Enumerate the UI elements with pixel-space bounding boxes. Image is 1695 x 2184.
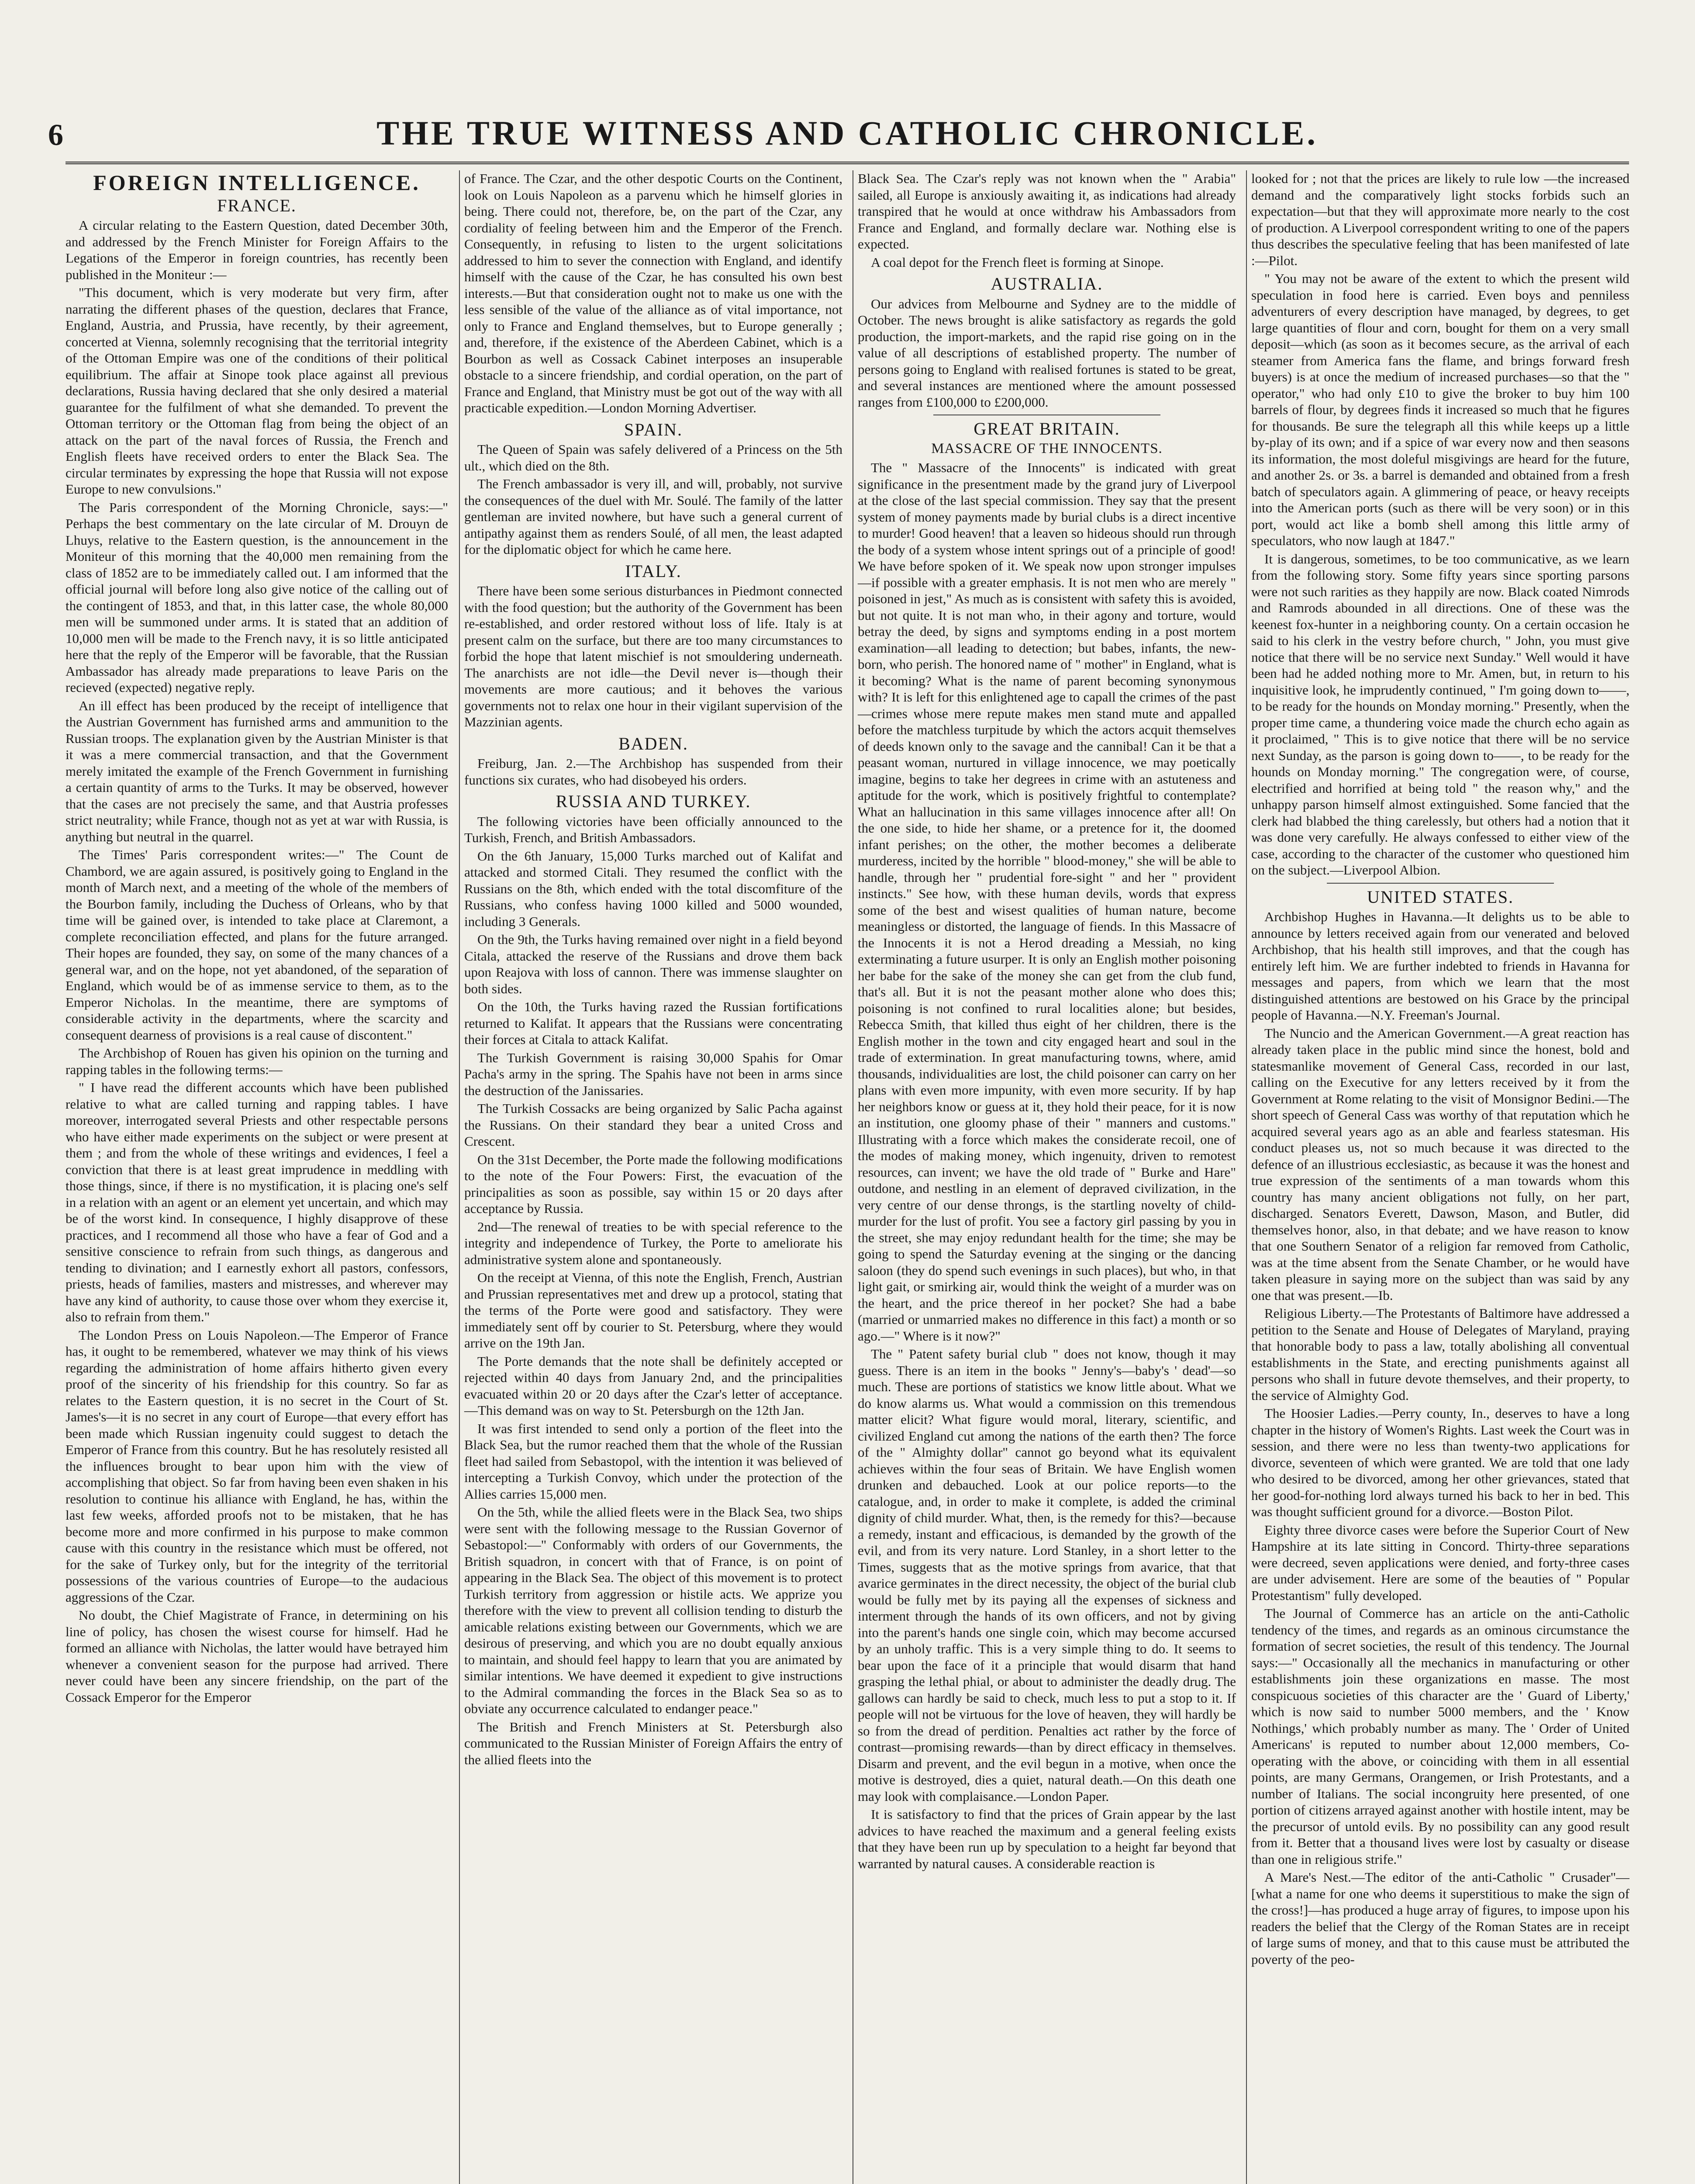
paragraph: The Journal of Commerce has an article on the anti-Catholic tendency of the times, and regards as an ominous circumstance the formation of secret societies, the result of this tendency. The Journal says:—" Occasionally all the mechanics in manufacturing or other establishments join these organizations en masse. The most conspicuous societies of this character are the ' Guard of Liberty,' which is now said to number 5000 members, and the ' Know Nothings,' which probably number as many. The ' Order of United Americans' is reputed to number about 12,000 members, Co-operating with the above, or coinciding with them in all essential points, are many Germans, Orangemen, or Irish Protestants, and a number of Italians. The social incongruity here presented, of one portion of citizens arrayed against another with hostile intent, may be the precursor of untold evils. By no possibility can any good result from it. Better that a thousand lives were lost by casualty or disease than one in religious strife." xyxy=(1251,1606,1629,1867)
paragraph: No doubt, the Chief Magistrate of France, in determining on his line of policy, has chosen the wisest course for himself. Had he formed an alliance with Nicholas, the latter would have betrayed him whenever a convenient season for the purpose had arrived. There never could have been any sincere friendship, on the part of the Cossack Emperor for the Emperor xyxy=(66,1607,448,1705)
paragraph: An ill effect has been produced by the receipt of intelligence that the Austrian Government has furnished arms and ammunition to the Russian troops. The explanation given by the Austrian Minister is that it was a mere commercial transaction, and that the Government merely imitated the example of the French Government in furnishing a certain quantity of arms to the Turks. It may be observed, however that the cases are not precisely the same, and that Austria professes strict neutrality; while France, though not as yet at war with Russia, is anything but neutral in the quarrel. xyxy=(66,698,448,844)
article-columns xyxy=(66,170,1629,2184)
paragraph: On the 10th, the Turks having razed the Russian fortifications returned to Kalifat. It appears that the Russians were concentrating their forces at Citala to attack Kalifat. xyxy=(464,999,842,1047)
paragraph: On the 31st December, the Porte made the following modifications to the note of the Four Powers: First, the evacuation of the principalities as soon as possible, say within 15 or 20 days after acceptance by Russia. xyxy=(464,1151,842,1216)
paragraph: Black Sea. The Czar's reply was not known when the " Arabia" sailed, all Europe is anxiously awaiting it, as indications had already transpired that he would at once withdraw his Ambassadors from France and England, and formally declare war. Nothing else is expected. xyxy=(858,171,1236,252)
newspaper-page xyxy=(48,114,1629,2184)
paragraph: Religious Liberty.—The Protestants of Baltimore have addressed a petition to the Senate and House of Delegates of Maryland, praying that honorable body to pass a law, totally abolishing all conventual establishments in the State, and erecting punishments against all persons who shall in future devote themselves, and their property, to the service of Almighty God. xyxy=(1251,1306,1629,1403)
paragraph: The Turkish Cossacks are being organized by Salic Pacha against the Russians. On their standard they bear a united Cross and Crescent. xyxy=(464,1101,842,1149)
paragraph: On the 5th, while the allied fleets were in the Black Sea, two ships were sent with the following message to the Russian Governor of Sebastopol:—" Conformably with orders of our Governments, the British squadron, in concert with that of France, is on point of appearing in the Black Sea. The object of this movement is to protect Turkish territory from aggression or histile acts. We apprize you therefore with the view to prevent all collision tending to disturb the amicable relations existing between our Governments, which we are desirous of preserving, and which you are no doubt equally anxious to maintain, and should feel happy to learn that you are animated by similar intentions. We have deemed it expedient to give instructions to the Admiral commanding the forces in the Black Sea so as to obviate any occurrence calculated to endanger peace." xyxy=(464,1504,842,1716)
italy-heading: ITALY. xyxy=(625,561,682,581)
paragraph: "This document, which is very moderate but very firm, after narrating the different phases of the question, declares that France, England, Austria, and Prussia, have recently, by their agreement, concerted at Vienna, solemnly recognising that the territorial integrity of the Ottoman Empire was one of the conditions of their political equilibrium. The affair at Sinope took place against all previous declarations, Russia having declared that she only desired a material guarantee for the fulfilment of what she demanded. To prevent the Ottoman territory or the Ottoman flag from being the object of an attack on the part of the naval forces of Russia, the French and English fleets have received orders to enter the Black Sea. The circular terminates by expressing the hope that Russia will not expose Europe to new convulsions." xyxy=(66,285,448,497)
masthead xyxy=(48,109,1629,164)
paragraph: of France. The Czar, and the other despotic Courts on the Continent, look on Louis Napoleon as a parvenu which he himself glories in being. There could not, therefore, be, on the part of the Czar, any cordiality of feeling between him and the Emperor of the French. Consequently, in refusing to listen to the urgent solicitations addressed to him to sever the connection with England, and identify himself with the cause of the Czar, he has consulted his own best interests.—But that consideration ought not to make us one with the less sensible of the value of the alliance as of vital importance, not only to France and England themselves, but to Europe generally ; and, therefore, if the existence of the Aberdeen Cabinet, which is a Bourbon as well as Cossack Cabinet interposes an insuperable obstacle to a sincere friendship, and cordial operation, on the part of France and England, that Ministry must be got out of the way with all practicable expedition.—London Morning Advertiser. xyxy=(464,171,842,415)
paragraph: On the receipt at Vienna, of this note the English, French, Austrian and Prussian representatives met and drew up a protocol, stating that the terms of the Porte were good and satisfactory. They were immediately sent off by courier to St. Petersburg, where they would arrive on the 19th Jan. xyxy=(464,1270,842,1351)
paragraph: The " Patent safety burial club " does not know, though it may guess. There is an item in the books " Jenny's—baby's ' dead'—so much. These are portions of statistics we know little about. What we do know alarms us. What would a commission on this tremendous matter elicit? What figure would moral, literary, scientific, and civilized England cut among the nations of the earth then? The force of the " Almighty dollar" cannot go beyond what its equivalent achieves within the four seas of Britain. We have English women drunken and debauched. Look at our police reports—to the catalogue, and, in order to make it complete, is added the criminal dignity of child murder. What, then, is the remedy for this?—because a remedy, instant and efficacious, is demanded by the growth of the evil, and from its very nature. Lord Stanley, in a short letter to the Times, suggests that as the motive springs from avarice, that that avarice germinates in the direct necessity, the object of the burial club would be fully met by its paying all the expenses of sickness and interment through the hands of its own officers, and not by giving into the parent's hands one single coin, which may become accursed by an unholy traffic. This is a very simple thing to do. It seems to bear upon the face of it a principle that would disarm that hand grasping the lethal phial, or about to administer the deadly drug. The gallows can hardly be said to check, much less to put a stop to it. If people will not be virtuous for the love of heaven, they will hardly be so from the dread of perdition. Penalties act rather by the force of contrast—promising rewards—than by direct efficacy in themselves. Disarm and prevent, and the evil begun in a motive, when once the motive is destroyed, dies a quiet, natural death.—On this death one may look with complaisance.—London Paper. xyxy=(858,1346,1236,1804)
paragraph: A circular relating to the Eastern Question, dated December 30th, and addressed by the French Minister for Foreign Affairs to the Legations of the Emperor in foreign countries, has recently been published in the Moniteur :— xyxy=(66,218,448,282)
newspaper-title: THE TRUE WITNESS AND CATHOLIC CHRONICLE. xyxy=(376,114,1318,152)
page-number: 6 xyxy=(48,118,63,152)
paragraph: The French ambassador is very ill, and will, probably, not survive the consequences of the duel with Mr. Soulé. The family of the latter gentleman are invited nowhere, but have such a general current of antipathy against them as renders Soulé, of all men, the least adapted for the diplomatic object for which he came here. xyxy=(464,476,842,557)
foreign-intelligence-heading: FOREIGN INTELLIGENCE. xyxy=(93,170,421,195)
paragraph: It is dangerous, sometimes, to be too communicative, as we learn from the following story. Some fifty years since sporting parsons were not such rarities as they happily are now. Black coated Nimrods and Ramrods abounded in all directions. One of these was the keenest fox-hunter in a neighboring county. On a certain occasion he said to his clerk in the vestry before church, " John, you must give notice that there will be no service next Sunday." Well would it have been had he added nothing more to Mr. Amen, but, in return to his inquisitive look, he imprudently continued, " I'm going down to——, to be ready for the hounds on Monday morning." Presently, when the proper time came, a thundering voice made the church echo again as it proclaimed, " This is to give notice that there will be no service next Sunday, as the parson is going down to——, to be ready for the hounds on Monday morning." The congregation were, of course, electrified and horrified at being told " the reason why," and the unhappy parson himself almost extinguished. Some fancied that the clerk had blabbed the thing carelessly, but others had a notion that it was done very carefully. He always confessed to either view of the case, according to the character of the customer who questioned him on the subject.—Liverpool Albion. xyxy=(1251,551,1629,878)
paragraph: " You may not be aware of the extent to which the present wild speculation in food here is carried. Even boys and penniless adventurers of every description have managed, by degrees, to get large quantities of flour and corn, bought for them on a very small deposit—which (as soon as it becomes secure, as the arrival of each steamer from America fans the flame, and brings forward fresh buyers) is at once the medium of increased purchases—so that the " operator," who had only £10 to give the broker to buy him 100 barrels of flour, by degrees finds it increased so much that he figures for thousands. Be sure the telegraph all this while keeps up a little by-play of its own; and if a spice of war every now and then seasons its information, the most doleful misgivings are heard for the future, and another 2s. or 3s. a barrel is demanded and obtained from a fresh batch of speculators again. A glimmering of peace, or heavy receipts into the American ports (such as there will be very soon) or in this port, would act like a bomb shell among this little army of speculators, who now laugh at 1847." xyxy=(1251,271,1629,548)
column-3 xyxy=(853,170,1236,2184)
paragraph: The British and French Ministers at St. Petersburgh also communicated to the Russian Minister of Foreign Affairs the entry of the allied fleets into the xyxy=(464,1719,842,1767)
france-heading: FRANCE. xyxy=(217,195,297,215)
baden-heading: BADEN. xyxy=(618,733,688,753)
paragraph: A Mare's Nest.—The editor of the anti-Catholic " Crusader"—[what a name for one who deems it superstitious to make the sign of the cross!]—has produced a huge array of figures, to impose upon his readers the belief that the Clergy of the Roman States are in receipt of large sums of money, and that to this cause must be attributed the poverty of the peo- xyxy=(1251,1870,1629,1967)
paragraph: looked for ; not that the prices are likely to rule low —the increased demand and the comparatively light stocks forbids such an expectation—but that they will approximate more nearly to the cost of production. A Liverpool correspondent writing to one of the papers thus describes the speculative feeling that has been manifested of late :—Pilot. xyxy=(1251,171,1629,268)
paragraph: The Hoosier Ladies.—Perry county, In., deserves to have a long chapter in the history of Women's Rights. Last week the Court was in session, and there were no less than twenty-two applications for divorce, seventeen of which were granted. We are told that one lady who desired to be divorced, among her other grievances, stated that her good-for-nothing lord always turned his back to her in bed. This was thought sufficient ground for a divorce.—Boston Pilot. xyxy=(1251,1406,1629,1519)
paragraph: Eighty three divorce cases were before the Superior Court of New Hampshire at its late sitting in Concord. Thirty-three separations were decreed, seven applications were denied, and forty-three cases are under advisement. Here are some of the beauties of " Popular Protestantism" fully developed. xyxy=(1251,1522,1629,1603)
paragraph: The London Press on Louis Napoleon.—The Emperor of France has, it ought to be remembered, whatever we may think of his views regarding the administration of home affairs hitherto given every proof of the sincerity of his friendship for this country. So far as relates to the Eastern question, it is no secret in the Court of St. James's—it is no secret in any court of Europe—that every effort has been made which Russian ingenuity could suggest to detach the Emperor of France from this country. But he has resolutely resisted all the influences brought to bear upon him with the view of accomplishing that object. So far from having been even shaken in his resolution to continue his alliance with England, he has, within the last few weeks, afforded proofs not to be mistaken, that he has become more and more confirmed in his purpose to make common cause with this country in the resistance which must be offered, not for the sake of Turkey only, but for the integrity of the territorial possessions of the various countries of Europe—to the audacious aggressions of the Czar. xyxy=(66,1327,448,1605)
paragraph: The " Massacre of the Innocents" is indicated with great significance in the presentment made by the grand jury of Liverpool at the close of the last special commission. They say that the present system of money payments made by burial clubs is a direct incentive to murder! Good heaven! that a leaven so hideous should run through the body of a system whose intent springs out of a principle of good! We have before spoken of it. We speak now upon stronger impulses—if possible with a greater emphasis. It is not men who are merely " poisoned in jest," As much as is consistent with safety this is avoided, but not quite. It is not man who, in their agony and torture, would betray the deed, by signs and symptoms ending in a post mortem examination—all leading to detection; but babes, infants, the new-born, who perish. The honored name of " mother" in England, what is it becoming? What is the name of parent becoming synonymous with? It is left for this enlightened age to capall the crimes of the past—crimes whose mere repute makes men stand mute and appalled before the matchless turpitude by which the actors acquit themselves of deeds known only to the savage and the cannibal! Can it be that a peasant woman, nurtured in village innocence, we may poetically imagine, begins to take her degrees in crime with an astuteness and aptitude for the work, which is positively frightful to contemplate? What an hallucination in this same villages innocence after all! On the one side, to hide her shame, or a pretence for it, the doomed infant perishes; on the other, the mother becomes a deliberate murderess, incited by the horrible " blood-money," she will be able to handle, through her " prudential fore-sight " and her " provident instincts." See how, with these human devils, words that express some of the best and wisest qualities of human nature, become meaningless or distorted, the language of fiends. In this Massacre of the Innocents it is not a Herod dreading a Messiah, no king exterminating a future usurper. It is only an English mother poisoning her babe for the sake of the money she can get from the club fund, that's all. But it is not the peasant mother alone who does this; poisoning is not confined to rural localities alone; but besides, Rebecca Smith, that killed thus eight of her children, there is the English mother in the town and city engaged heart and soul in the trade of extermination. In great manufacturing towns, where, amid thousands, individualities are lost, the child poisoner can carry on her plans with even more impunity, with even more security. If by hap her neighbors know or guess at it, they hold their peace, for it is now an institution, one gloomy phase of their " manners and customs." Illustrating with a force which makes the considerate recoil, one of the modes of making money, which ingenuity, driven to remotest resources, can invent; we have the old trade of " Burke and Hare" outdone, and nestling in an element of depraved civilization, in the very centre of our dense throngs, is the startling novelty of child-murder for the lust of profit. You see a factory girl passing by you in the street, she may enjoy redundant health for the time; she may be going to spend the Saturday evening at the singing or the dancing saloon (they do spend such evenings in such places), but who, in that light gait, or smirking air, would think the weight of a murder was on the heart, and the price thereof in her pocket? She had a babe (married or unmarried makes no difference in this fact) a month or so ago.—" Where is it now?" xyxy=(858,460,1236,1344)
paragraph: The Queen of Spain was safely delivered of a Princess on the 5th ult., which died on the 8th. xyxy=(464,442,842,473)
paragraph: Our advices from Melbourne and Sydney are to the middle of October. The news brought is alike satisfactory as regards the gold production, the import-markets, and the rapid rise going on in the value of all descriptions of established property. The number of persons going to England with realised fortunes is stated to be great, and several instances are mentioned where the amount possessed ranges from £100,000 to £200,000. xyxy=(858,296,1236,410)
paragraph: There have been some serious disturbances in Piedmont connected with the food question; but the authority of the Government has been re-established, and order restored without loss of life. Italy is at present calm on the surface, but there are too many circumstances to forbid the hope that latent mischief is not smouldering underneath. The anarchists are not idle—the Devil never is—though their movements are more cautious; and it behoves the various governments not to relax one hour in their vigilant supervision of the Mazzinian agents. xyxy=(464,583,842,729)
paragraph: On the 6th January, 15,000 Turks marched out of Kalifat and attacked and stormed Citali. They resumed the conflict with the Russians on the 8th, which ended with the total discomfiture of the Russians, who confess having 1000 killed and 5000 wounded, including 3 Generals. xyxy=(464,848,842,929)
massacre-subheading: MASSACRE OF THE INNOCENTS. xyxy=(931,440,1163,456)
paragraph: " I have read the different accounts which have been published relative to what are called turning and rapping tables. I have moreover, interrogated several Priests and other respectable persons who have either made experiments on the subject or were present at them ; and from the whole of these writings and evidences, I feel a conviction that there is at least great imprudence in meddling with those things, since, if there is no mystification, it is placing one's self in a relation with an agent or an element yet uncertain, and which may be of the worst kind. In consequence, I highly disapprove of these practices, and I recommend all those who have a fear of God and a sensitive conscience to refrain from such things, as dangerous and tending to divination; and I earnestly exhort all pastors, confessors, priests, heads of families, masters and mistresses, and wherever may have any kind of authority, to cause those over whom they exercise it, also to refrain from them." xyxy=(66,1080,448,1324)
great-britain-heading: GREAT BRITAIN. xyxy=(974,419,1120,439)
paragraph: The Nuncio and the American Government.—A great reaction has already taken place in the public mind since the honest, bold and statesmanlike movement of General Cass, recorded in our last, calling on the Executive for any letters received by it from the Government at Rome relating to the visit of Monsignor Bedini.—The short speech of General Cass was worthy of that reputation which he acquired several years ago as an able and fearless statesman. His conduct pleases us, not so much because it was directed to the defence of an illustrious ecclesiastic, as because it was the honest and true expression of the sentiments of a man towards whom this country has many ancient obligations not fully, on her part, discharged. Senators Everett, Dawson, Mason, and Butler, did themselves honor, also, in that debate; and we have reason to know that one Southern Senator of a religion far removed from Catholic, was at the time absent from the Senate Chamber, or he would have taken pleasure in saying more on the subject than was said by any one that was present.—Ib. xyxy=(1251,1025,1629,1303)
paragraph: Freiburg, Jan. 2.—The Archbishop has suspended from their functions six curates, who had disobeyed his orders. xyxy=(464,756,842,788)
paragraph: The Turkish Government is raising 30,000 Spahis for Omar Pacha's army in the spring. The Spahis have not been in arms since the destruction of the Janissaries. xyxy=(464,1050,842,1098)
paragraph: Archbishop Hughes in Havanna.—It delights us to be able to announce by letters received again from our venerated and beloved Archbishop, that his health still improves, and that the cough has entirely left him. We are further indebted to friends in Havanna for messages and papers, from which we learn that the most distinguished attentions are bestowed on his Grace by the principal people of Havanna.—N.Y. Freeman's Journal. xyxy=(1251,909,1629,1023)
paragraph: The Archbishop of Rouen has given his opinion on the turning and rapping tables in the following terms:— xyxy=(66,1045,448,1077)
spain-heading: SPAIN. xyxy=(624,419,683,439)
russia-turkey-heading: RUSSIA AND TURKEY. xyxy=(556,791,751,811)
paragraph: A coal depot for the French fleet is forming at Sinope. xyxy=(871,254,1164,270)
column-1 xyxy=(66,170,448,2184)
column-2 xyxy=(459,170,842,2184)
paragraph: On the 9th, the Turks having remained over night in a field beyond Citala, attacked the reserve of the Russians and drove them back upon Reajova with loss of cannon. There was immense slaughter on both sides. xyxy=(464,932,842,996)
paragraph: 2nd—The renewal of treaties to be with special reference to the integrity and independence of Turkey, the Porte to ameliorate his administrative system alone and spontaneously. xyxy=(464,1219,842,1267)
column-4 xyxy=(1246,170,1629,2184)
paragraph: The Porte demands that the note shall be definitely accepted or rejected within 40 days from January 2nd, and the principalities evacuated within 20 or 20 days after the Czar's letter of acceptance.—This demand was on way to St. Petersburgh on the 12th Jan. xyxy=(464,1353,842,1418)
paragraph: It was first intended to send only a portion of the fleet into the Black Sea, but the rumor reached them that the whole of the Russian fleet had sailed from Sebastopol, with the intention it was believed of intercepting a Turkish Convoy, which under the protection of the Allies carries 15,000 men. xyxy=(464,1420,842,1502)
paragraph: The Times' Paris correspondent writes:—" The Count de Chambord, we are again assured, is positively going to England in the month of March next, and a meeting of the whole of the members of the Bourbon family, including the Duchess of Orleans, who by that time will be gained over, is intended to take place at Claremont, a complete reconciliation effected, and plans for the future arranged. Their hopes are founded, they say, on some of the many chances of a general war, and on the hope, not yet abandoned, of the separation of England, which would be of as immense service to them, as to the Emperor Nicholas. In the meantime, there are symptoms of considerable activity in the departments, where the scarcity and consequent dearness of provisions is a real cause of discontent." xyxy=(66,847,448,1043)
united-states-heading: UNITED STATES. xyxy=(1367,887,1514,907)
paragraph: The following victories have been officially announced to the Turkish, French, and British Ambassadors. xyxy=(464,813,842,845)
australia-heading: AUSTRALIA. xyxy=(991,274,1103,294)
section-divider xyxy=(1327,883,1554,884)
paragraph: The Paris correspondent of the Morning Chronicle, says:—" Perhaps the best commentary on the late circular of M. Drouyn de Lhuys, relative to the Eastern question, is the announcement in the Moniteur of this morning that the 40,000 men remaining from the class of 1852 are to be immediately called out. I am informed that the official journal will before long also give notice of the calling out of the contingent of 1853, and that, in this latter case, the whole 80,000 men will be summoned under arms. It is stated that an addition of 10,000 men will be made to the French navy, it is so little anticipated here that the reply of the Emperor will be favorable, that the Russian Ambassador has already made preparations to leave Paris on the recieved (expected) negative reply. xyxy=(66,499,448,695)
paragraph: It is satisfactory to find that the prices of Grain appear by the last advices to have reached the maximum and a general feeling exists that they have been run up by speculation to a height far beyond that warranted by natural causes. A considerable reaction is xyxy=(858,1807,1236,1871)
